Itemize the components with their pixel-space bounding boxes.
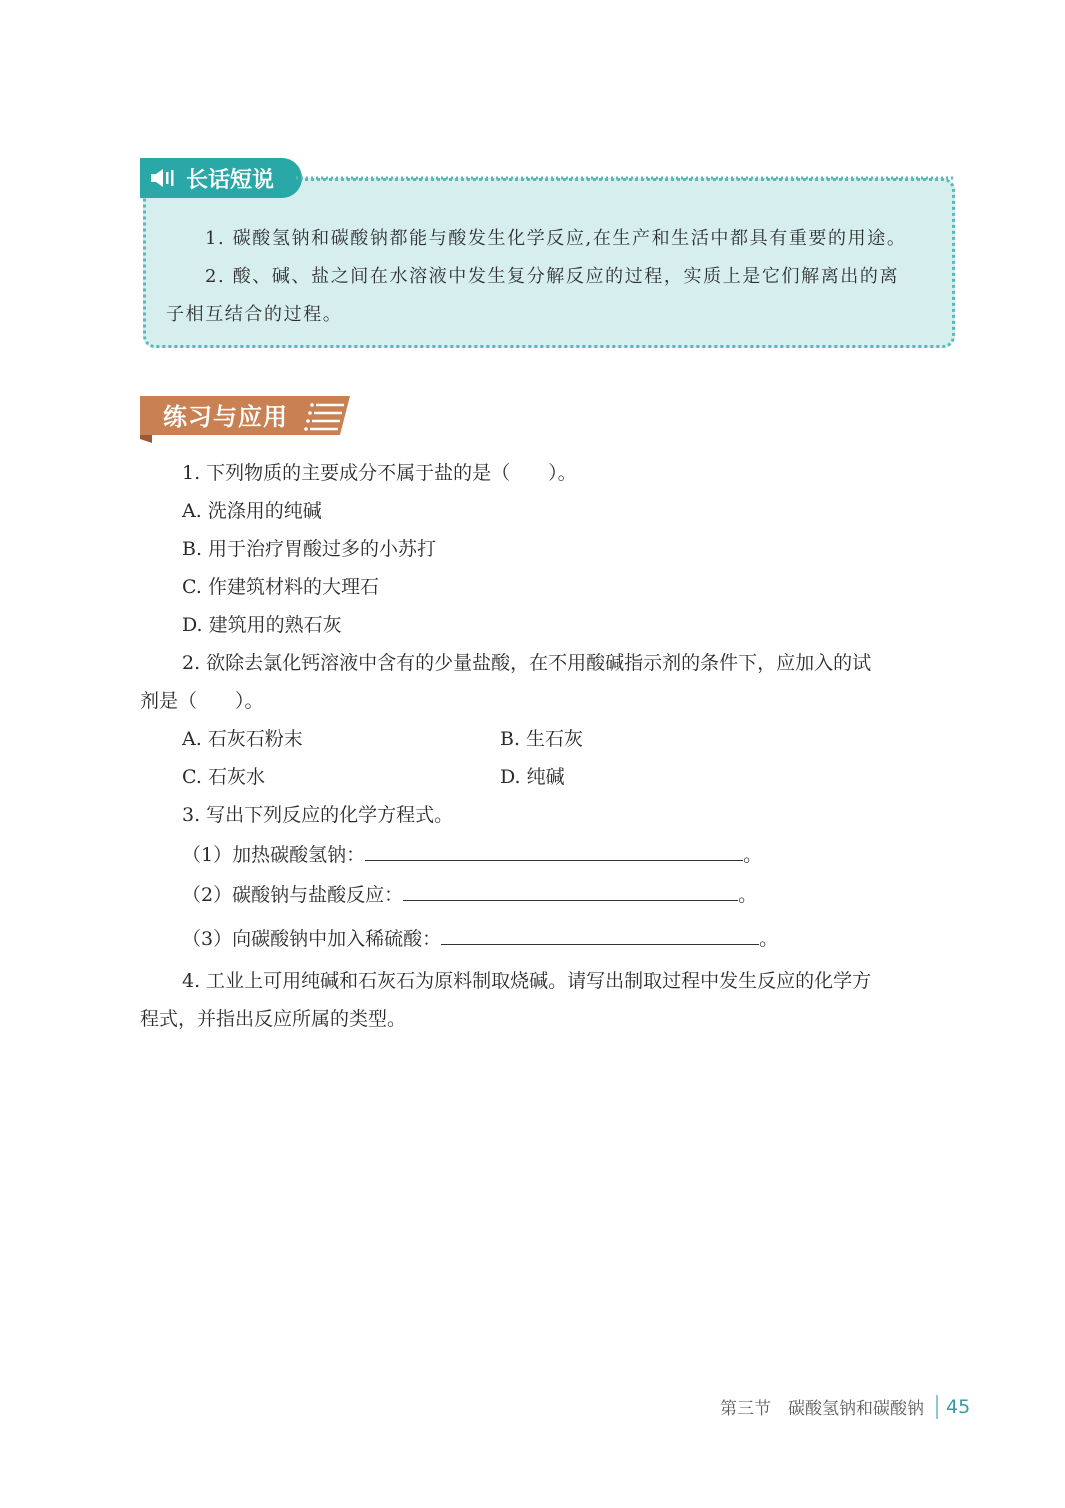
q2-stem-line2: 剂是（ ）。 [140, 690, 264, 712]
q3-sub-3-label: （3）向碳酸钠中加入稀硫酸： [182, 928, 442, 950]
q2-option-a: A. 石灰石粉末 [182, 728, 303, 750]
q3-sub-2-blank [403, 882, 738, 901]
page-number: 45 [946, 1395, 971, 1418]
q2-option-d: D. 纯碱 [500, 766, 565, 788]
footer-section-title: 第三节 碳酸氢钠和碳酸钠 [720, 1399, 924, 1419]
q4-line1: 4. 工业上可用纯碱和石灰石为原料制取烧碱。请写出制取过程中发生反应的化学方 [182, 970, 872, 992]
q2-stem-line1: 2. 欲除去氯化钙溶液中含有的少量盐酸，在不用酸碱指示剂的条件下，应加入的试 [182, 652, 872, 674]
summary-line-2: 2. 酸、碱、盐之间在水溶液中发生复分解反应的过程，实质上是它们解离出的离 [205, 266, 900, 287]
q3-sub-3 [182, 920, 778, 958]
q1-stem: 1. 下列物质的主要成分不属于盐的是（ ）。 [182, 462, 577, 484]
q2-option-c: C. 石灰水 [182, 766, 265, 788]
q3-sub-2-label: （2）碳酸钠与盐酸反应： [182, 884, 404, 906]
page-footer [720, 1394, 970, 1419]
summary-title: 长话短说 [186, 167, 275, 193]
speaker-icon [150, 167, 178, 189]
q3-sub-1-period: 。 [743, 844, 763, 866]
q3-sub-2-period: 。 [738, 884, 758, 906]
q3-sub-3-blank [441, 926, 759, 945]
q3-sub-1-blank [365, 842, 743, 861]
q3-sub-1 [182, 836, 762, 874]
q4-line2: 程式，并指出反应所属的类型。 [140, 1008, 407, 1030]
summary-line-3: 子相互结合的过程。 [166, 304, 343, 325]
summary-tab [140, 158, 302, 198]
summary-line-1: 1. 碳酸氢钠和碳酸钠都能与酸发生化学反应,在生产和生活中都具有重要的用途。 [205, 228, 907, 249]
q1-option-c: C. 作建筑材料的大理石 [182, 576, 379, 598]
q1-option-b: B. 用于治疗胃酸过多的小苏打 [182, 538, 437, 560]
q3-sub-2 [182, 876, 757, 914]
summary-tab-rope [296, 172, 956, 184]
q3-sub-1-label: （1）加热碳酸氢钠： [182, 844, 366, 866]
q1-option-d: D. 建筑用的熟石灰 [182, 614, 342, 636]
q3-stem: 3. 写出下列反应的化学方程式。 [182, 804, 454, 826]
q3-sub-3-period: 。 [759, 928, 779, 950]
footer-divider [936, 1395, 938, 1419]
q1-option-a: A. 洗涤用的纯碱 [182, 500, 322, 522]
q2-option-b: B. 生石灰 [500, 728, 584, 750]
exercises-title: 练习与应用 [163, 403, 288, 431]
